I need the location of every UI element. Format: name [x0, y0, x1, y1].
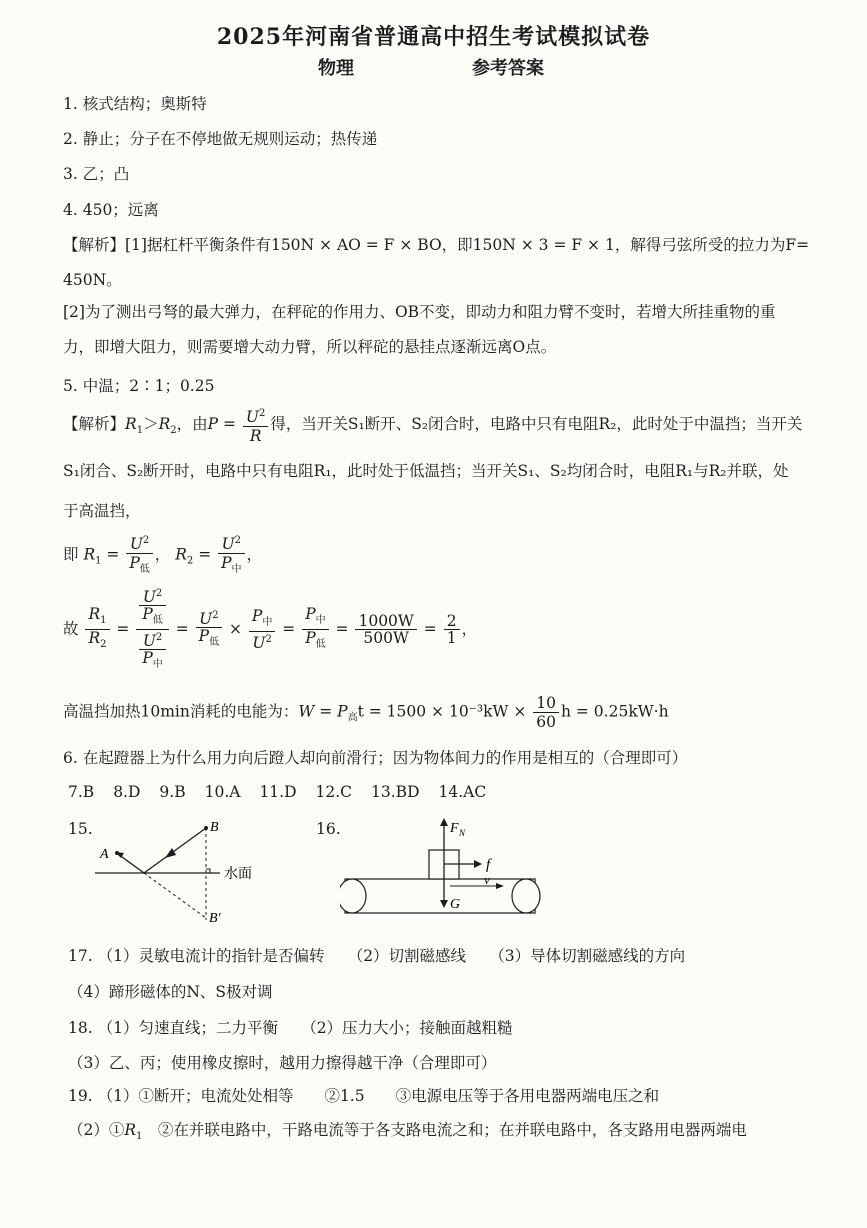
- friction-arrow: [474, 860, 482, 868]
- answer-19-part2: $(2)①R_1$ ②在并联电路中，干路电流等于各支路电流之和；在并联电路中，各支路用电器两端电: [68, 1121, 747, 1143]
- power-formula-fraction: $\frac{U^2}{R}$: [243, 405, 268, 445]
- label-b-prime: B′: [209, 911, 221, 926]
- label-g: G: [450, 897, 461, 912]
- label-fn: F: [450, 821, 459, 836]
- exam-title: 2025年河南省普通高中招生考试模拟试卷: [216, 24, 651, 50]
- mc-answer: 12.C: [315, 783, 353, 801]
- answer-17-part2: （4）蹄形磁体的N、S极对调: [68, 983, 273, 1001]
- mc-answer: 8.D: [113, 783, 141, 801]
- answer-18-part1: 18. （1）匀速直线；二力平衡 （2）压力大小；接触面越粗糙: [68, 1019, 513, 1037]
- subject-label: 物理: [318, 58, 354, 79]
- incident-ray: [144, 828, 206, 873]
- mc-answer: 11.D: [259, 783, 297, 801]
- incident-arrow: [165, 848, 176, 858]
- answer-5: 5. 中温；2∶1；0.25: [63, 377, 215, 395]
- force-diagram: [340, 812, 550, 922]
- label-b: B: [210, 820, 219, 835]
- analysis-lead: 【解析】: [63, 415, 126, 433]
- resistance-formulas: 即 $R_1$ = $\frac{U^2}{P_低}$ ， $R_2$ = $\frac{U^2}{P_中}$ ，: [63, 532, 262, 579]
- answer-4-analysis-2: [2]为了测出弓弩的最大弹力，在秤砣的作用力、OB不变，即动力和阻力臂不变时，若增大所挂重物的重力，即增大阻力，则需要增大动力臂，所以秤砣的悬挂点逐渐远离O点。: [63, 303, 776, 356]
- right-roller: [512, 879, 540, 913]
- answer-16-label: 16.: [316, 820, 341, 838]
- answer-15-label: 15.: [68, 820, 93, 838]
- point-a: [115, 851, 119, 855]
- answer-5-analysis: 【解析】$R_1>R_2$，由P = $\frac{U^2}{R}$ 得，当开关S₁断开、S₂闭合时，电路中只有电阻R₂，此时处于中温挡；当开关S₁闭合、S₂断开时，电路中只有电阻R₁，此时处于低温挡；当开关S₁、S₂均闭合时，电阻R₁与R₂并联，处于高温挡，: [63, 404, 803, 531]
- answer-4-analysis-1: 【解析】[1]据杠杆平衡条件有150N × AO = F × BO，即150N × 3 = F × 1，解得弓弦所受的拉力为F=: [63, 236, 810, 254]
- virtual-ray: [144, 873, 206, 918]
- analysis-text: 得，当开关S₁断开、S₂闭合时，电路中只有电阻R₂，此时处于中温挡；当开关S₁闭合、S₂断开时，电路中只有电阻R₁，此时处于低温挡；当开关S₁、S₂均闭合时，电阻R₁与R₂并联，处于高温挡，: [63, 415, 803, 521]
- gravity-arrow: [440, 900, 448, 908]
- answer-4-analysis-1-cont: 450N。: [63, 271, 122, 289]
- normal-force-arrow: [440, 818, 448, 826]
- label-water-surface: 水面: [224, 866, 252, 882]
- answer-19-part1: 19. （1）①断开；电流处处相等 ②1.5 ③电源电压等于各用电器两端电压之和: [68, 1087, 660, 1105]
- label-v: v: [484, 872, 490, 887]
- conveyor-body: [345, 879, 535, 913]
- label-f: f: [486, 857, 491, 873]
- mc-answer: 14.AC: [438, 783, 487, 801]
- reflection-diagram: [90, 812, 270, 932]
- energy-calculation: 高温挡加热10min消耗的电能为：$W = P_高t = 1500 \times 10^{-3}kW$ × $\frac{10}{60}$ h = 0.25kW·h: [63, 694, 669, 731]
- answer-18-part2: （3）乙、丙；使用橡皮擦时，越用力擦得越干净（合理即可）: [68, 1054, 497, 1072]
- reflected-ray: [118, 854, 144, 873]
- mc-answer: 7.B: [68, 783, 95, 801]
- mc-answer: 13.BD: [371, 783, 420, 801]
- multiple-choice-answers: [68, 783, 486, 801]
- answer-17-part1: 17. （1）灵敏电流计的指针是否偏转 （2）切割磁感线 （3）导体切割磁感线的方向: [68, 947, 686, 965]
- mc-answer: 9.B: [159, 783, 186, 801]
- answer-6: 6. 在起蹬器上为什么用力向后蹬人却向前滑行；因为物体间力的作用是相互的（合理即可）: [63, 749, 688, 767]
- left-roller: [340, 879, 366, 913]
- answer-2: 2. 静止；分子在不停地做无规则运动；热传递: [63, 130, 378, 148]
- label-fn-sub: N: [459, 828, 466, 838]
- point-b: [204, 826, 208, 830]
- resistance-ratio: 故 $\frac{R_1}{R_2}$ = $\frac{\frac{U^2}{P_低}}{\frac{U^2}{P_中}}$ = $\frac{U^2}{P_低}$ × $\frac{P_中}{U^2}$ = $\frac{P_中}{P_低}$ = $\frac{1000W}{500W}$ = $\frac{2}{1}$ ，: [63, 588, 478, 671]
- velocity-arrow: [496, 883, 504, 889]
- answer-1: 1. 核式结构；奥斯特: [63, 95, 207, 113]
- answer-3: 3. 乙；凸: [63, 165, 130, 183]
- answer-key-label: 参考答案: [472, 58, 544, 79]
- label-a: A: [100, 847, 109, 862]
- mc-answer: 10.A: [204, 783, 241, 801]
- answer-4: 4. 450；远离: [63, 201, 159, 219]
